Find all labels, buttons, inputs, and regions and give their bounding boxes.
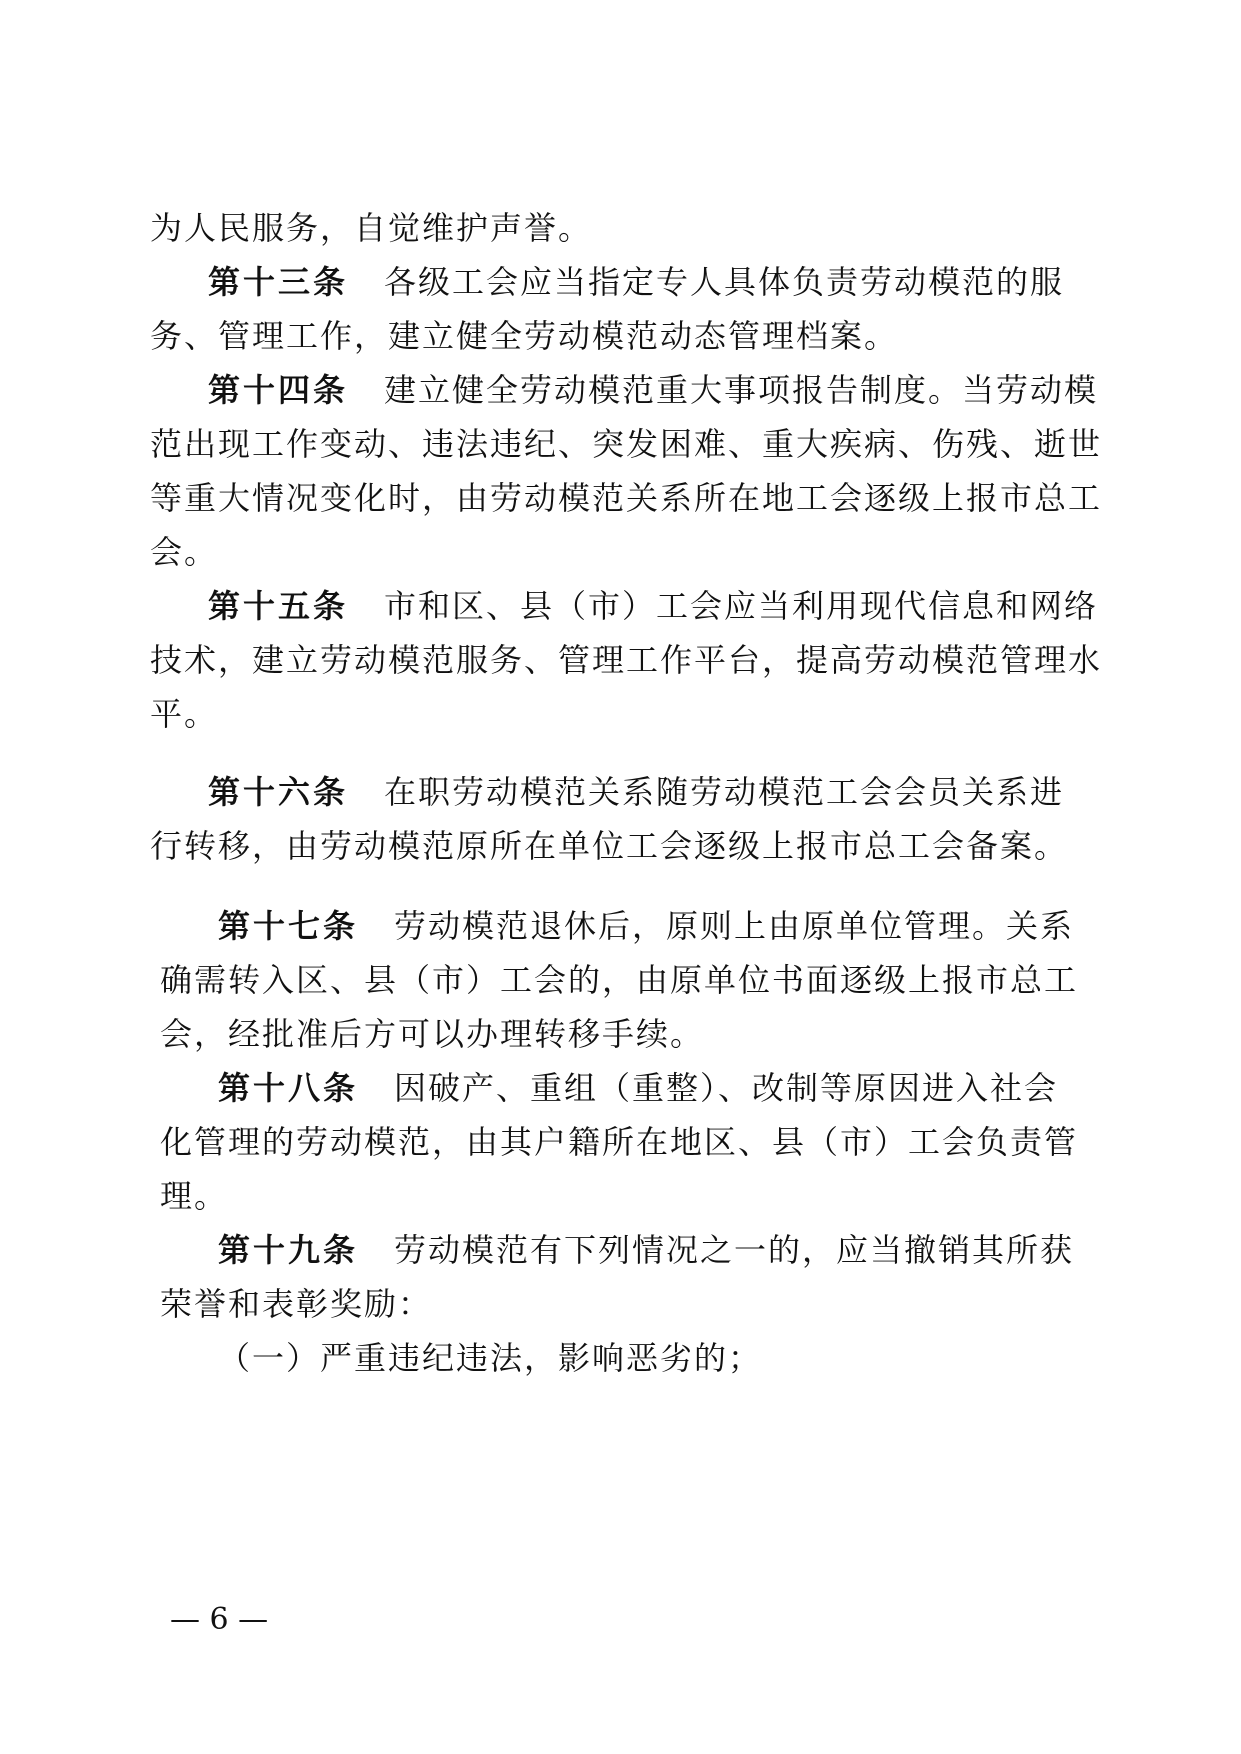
article-18-line1 xyxy=(218,1068,1058,1108)
article-16-line1 xyxy=(208,772,1064,812)
article-18-line2: 化管理的劳动模范，由其户籍所在地区、县（市）工会负责管 xyxy=(160,1123,1079,1161)
article-19-text1: 劳动模范有下列情况之一的，应当撤销其所获 xyxy=(394,1231,1075,1269)
article-13-line2: 务、管理工作，建立健全劳动模范动态管理档案。 xyxy=(150,317,899,355)
article-16-text1: 在职劳动模范关系随劳动模范工会会员关系进 xyxy=(384,773,1065,811)
article-15-line2: 技术，建立劳动模范服务、管理工作平台，提高劳动模范管理水 xyxy=(150,641,1103,679)
article-18-heading: 第十八条 xyxy=(218,1069,359,1107)
page-number: — 6 — xyxy=(170,1602,269,1637)
article-14-text1: 建立健全劳动模范重大事项报告制度。当劳动模 xyxy=(384,371,1099,409)
article-13-line1 xyxy=(208,262,1064,302)
article-14-line3: 等重大情况变化时，由劳动模范关系所在地工会逐级上报市总工 xyxy=(150,479,1103,517)
article-18-text1: 因破产、重组（重整）、改制等原因进入社会 xyxy=(394,1069,1059,1107)
article-14-line4: 会。 xyxy=(150,533,219,571)
article-17-line2: 确需转入区、县（市）工会的，由原单位书面逐级上报市总工 xyxy=(160,961,1079,999)
article-15-line3: 平。 xyxy=(150,695,219,733)
article-17-line1 xyxy=(218,906,1074,946)
article-19-line2: 荣誉和表彰奖励： xyxy=(160,1285,433,1323)
article-14-line1 xyxy=(208,370,1098,410)
article-19-line1 xyxy=(218,1230,1074,1270)
article-15-heading: 第十五条 xyxy=(208,587,349,625)
article-14-line2: 范出现工作变动、违法违纪、突发困难、重大疾病、伤残、逝世 xyxy=(150,425,1103,463)
article-13-heading: 第十三条 xyxy=(208,263,349,301)
article-14-heading: 第十四条 xyxy=(208,371,349,409)
article-12-tail: 为人民服务，自觉维护声誉。 xyxy=(150,209,593,247)
article-17-heading: 第十七条 xyxy=(218,907,359,945)
article-16-line2: 行转移，由劳动模范原所在单位工会逐级上报市总工会备案。 xyxy=(150,827,1069,865)
article-17-text1: 劳动模范退休后，原则上由原单位管理。关系 xyxy=(394,907,1075,945)
article-15-line1 xyxy=(208,586,1098,626)
article-15-text1: 市和区、县（市）工会应当利用现代信息和网络 xyxy=(384,587,1099,625)
article-18-line3: 理。 xyxy=(160,1177,229,1215)
article-13-text1: 各级工会应当指定专人具体负责劳动模范的服 xyxy=(384,263,1065,301)
article-17-line3: 会，经批准后方可以办理转移手续。 xyxy=(160,1015,705,1053)
article-19-item1: （一）严重违纪违法，影响恶劣的； xyxy=(218,1339,763,1377)
article-16-heading: 第十六条 xyxy=(208,773,349,811)
article-19-heading: 第十九条 xyxy=(218,1231,359,1269)
